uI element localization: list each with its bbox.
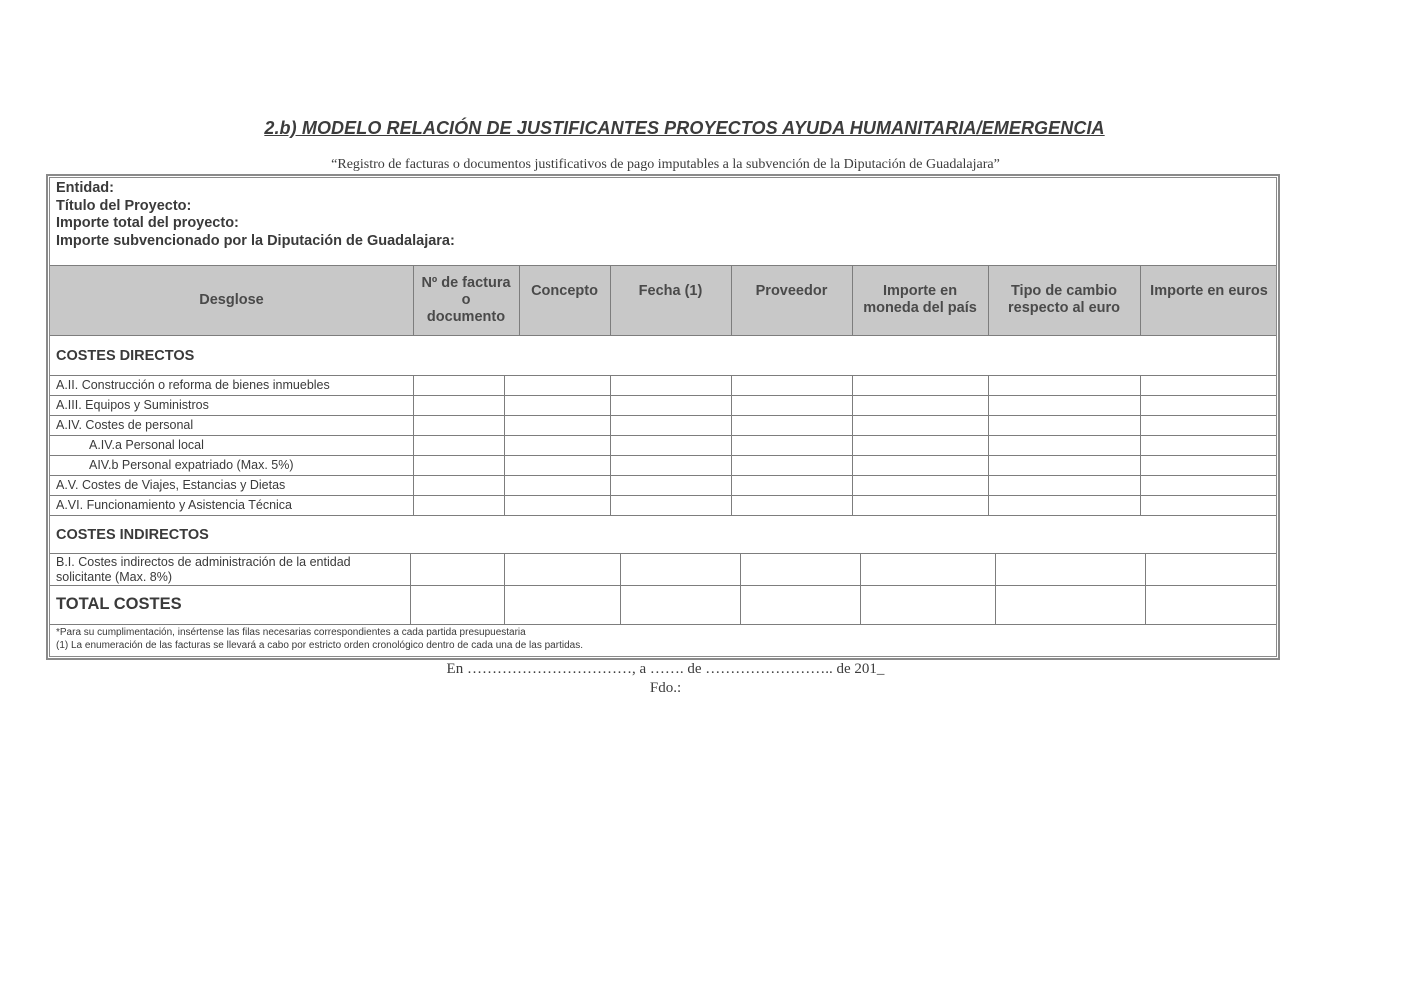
divider [50, 435, 1276, 436]
col-desglose: Desglose [199, 291, 264, 308]
col-fecha: Fecha (1) [638, 283, 703, 299]
divider [413, 375, 414, 515]
signature-line: Fdo.: [649, 680, 682, 696]
divider [50, 415, 1276, 416]
table-row: A.VI. Funcionamiento y Asistencia Técnica [56, 498, 292, 512]
divider [50, 455, 1276, 456]
note-1: *Para su cumplimentación, insértense las filas necesarias correspondientes a cada partida presupuestaria [56, 627, 526, 638]
table-row: A.IV. Costes de personal [56, 418, 194, 432]
divider [852, 375, 853, 515]
divider [504, 553, 505, 624]
divider [1140, 375, 1141, 515]
importe-total-label: Importe total del proyecto: [56, 215, 239, 231]
col-tipo-cambio: Tipo de cambio respecto al euro [1007, 283, 1120, 316]
divider [1145, 553, 1146, 624]
total-costes-label: TOTAL COSTES [56, 595, 182, 613]
divider [610, 265, 611, 335]
divider [50, 395, 1276, 396]
divider [410, 553, 411, 624]
entidad-label: Entidad: [56, 180, 114, 196]
section-costes-directos: COSTES DIRECTOS [56, 348, 195, 364]
divider [50, 553, 1276, 554]
col-proveedor: Proveedor [755, 283, 828, 299]
divider [50, 495, 1276, 496]
table-row: A.II. Construcción o reforma de bienes inmuebles [56, 378, 330, 392]
divider [988, 265, 989, 335]
divider [610, 375, 611, 515]
section-costes-indirectos: COSTES INDIRECTOS [56, 527, 209, 543]
divider [50, 515, 1276, 516]
titulo-label: Título del Proyecto: [56, 197, 192, 214]
divider [1140, 265, 1141, 335]
place-date-line: En ……………………………, a ……. de …………………….. de 201_ [446, 661, 885, 677]
justification-table [46, 174, 1280, 660]
table-inner [49, 177, 1277, 657]
divider [731, 375, 732, 515]
divider [852, 265, 853, 335]
table-row: AIV.b Personal expatriado (Max. 5%) [89, 458, 294, 472]
col-importe-euros: Importe en euros [1150, 283, 1268, 299]
divider [50, 335, 1276, 336]
divider [860, 553, 861, 624]
document-subtitle: “Registro de facturas o documentos justificativos de pago imputables a la subvención de la Diputación de Guadalajara” [331, 157, 1000, 172]
divider [988, 375, 989, 515]
table-row: B.I. Costes indirectos de administración de la entidad solicitante (Max. 8%) [56, 555, 351, 584]
divider [50, 624, 1276, 625]
col-factura: Nº de factura o documento [421, 274, 511, 325]
divider [995, 553, 996, 624]
divider [519, 265, 520, 335]
divider [731, 265, 732, 335]
divider [50, 585, 1276, 586]
col-concepto: Concepto [531, 283, 598, 299]
divider [740, 553, 741, 624]
divider [620, 553, 621, 624]
table-row: A.III. Equipos y Suministros [56, 398, 209, 412]
divider [50, 475, 1276, 476]
divider [50, 375, 1276, 376]
col-importe-pais: Importe en moneda del país [863, 283, 977, 316]
divider [413, 265, 414, 335]
divider [504, 375, 505, 515]
importe-subvencionado-label: Importe subvencionado por la Diputación de Guadalajara: [56, 232, 455, 249]
note-2: (1) La enumeración de las facturas se llevará a cabo por estricto orden cronológico dentro de cada una de las partidas. [56, 640, 583, 651]
table-row: A.IV.a Personal local [89, 438, 204, 452]
project-info [56, 180, 455, 250]
table-notes [56, 626, 583, 652]
document-title: 2.b) MODELO RELACIÓN DE JUSTIFICANTES PROYECTOS AYUDA HUMANITARIA/EMERGENCIA [264, 118, 1105, 138]
table-row: A.V. Costes de Viajes, Estancias y Dietas [56, 478, 286, 492]
divider [50, 265, 1276, 266]
